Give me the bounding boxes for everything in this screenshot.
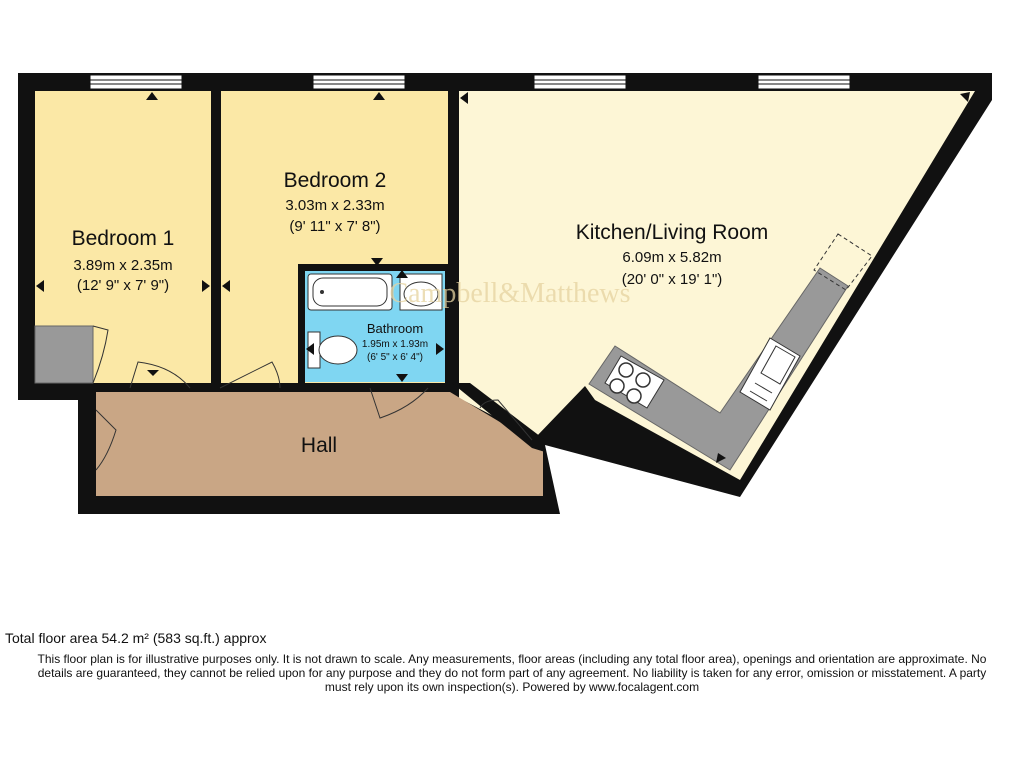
- bathroom-wall-left: [298, 264, 305, 392]
- disclaimer-line-1: This floor plan is for illustrative purposes only. It is not drawn to scale. Any measurements, floor areas (including any total floor area), openings and orientation are approximate. No: [37, 652, 987, 666]
- bedroom-2-dim-m: 3.03m x 2.33m: [285, 197, 385, 214]
- bathroom-dim-m: 1.95m x 1.93m: [361, 339, 429, 350]
- hall-name: Hall: [300, 434, 338, 457]
- kitchen-dim-m: 6.09m x 5.82m: [622, 249, 722, 266]
- kitchen-dim-ft: (20' 0" x 19' 1"): [621, 271, 723, 288]
- bathroom-name: Bathroom: [366, 321, 424, 336]
- bedroom-1-dim-ft: (12' 9" x 7' 9"): [76, 277, 170, 294]
- bedroom-2-dim-ft: (9' 11" x 7' 8"): [289, 218, 381, 235]
- disclaimer-line-3: must rely upon its own inspection(s). Powered by www.focalagent.com: [324, 680, 700, 694]
- wall-bed1-bed2: [211, 91, 221, 392]
- window-kitchen-2: [758, 75, 850, 89]
- wall-hall-left: [78, 392, 96, 406]
- wall-bed2-kitchen: [448, 91, 459, 392]
- wall-hall-top-left: [18, 383, 130, 392]
- kitchen-name: Kitchen/Living Room: [575, 221, 769, 244]
- total-floor-area: Total floor area 54.2 m² (583 sq.ft.) approx: [5, 630, 267, 646]
- window-bedroom-1: [90, 75, 182, 89]
- toilet-bowl: [319, 336, 357, 364]
- disclaimer: [0, 652, 1024, 694]
- window-kitchen-1: [534, 75, 626, 89]
- bedroom-1-dim-m: 3.89m x 2.35m: [73, 257, 173, 274]
- bedroom-2-name: Bedroom 2: [283, 169, 387, 192]
- bathroom-wall-top: [298, 264, 452, 271]
- disclaimer-line-2: details are guaranteed, they cannot be relied upon for any purpose and they do not form part of any agreement. No liability is taken for any error, omission or misstatement. A party: [37, 666, 987, 680]
- wall-hall-top-mid: [190, 383, 220, 392]
- bedroom-1-name: Bedroom 1: [71, 227, 175, 250]
- wall-hall-top-right: [428, 383, 452, 392]
- window-bedroom-2: [313, 75, 405, 89]
- bathroom-dim-ft: (6' 5" x 6' 4"): [367, 352, 423, 363]
- watermark: Campbell&Matthews: [389, 278, 631, 309]
- wall-hall-top-mid2: [280, 383, 370, 392]
- wardrobe: [35, 326, 93, 383]
